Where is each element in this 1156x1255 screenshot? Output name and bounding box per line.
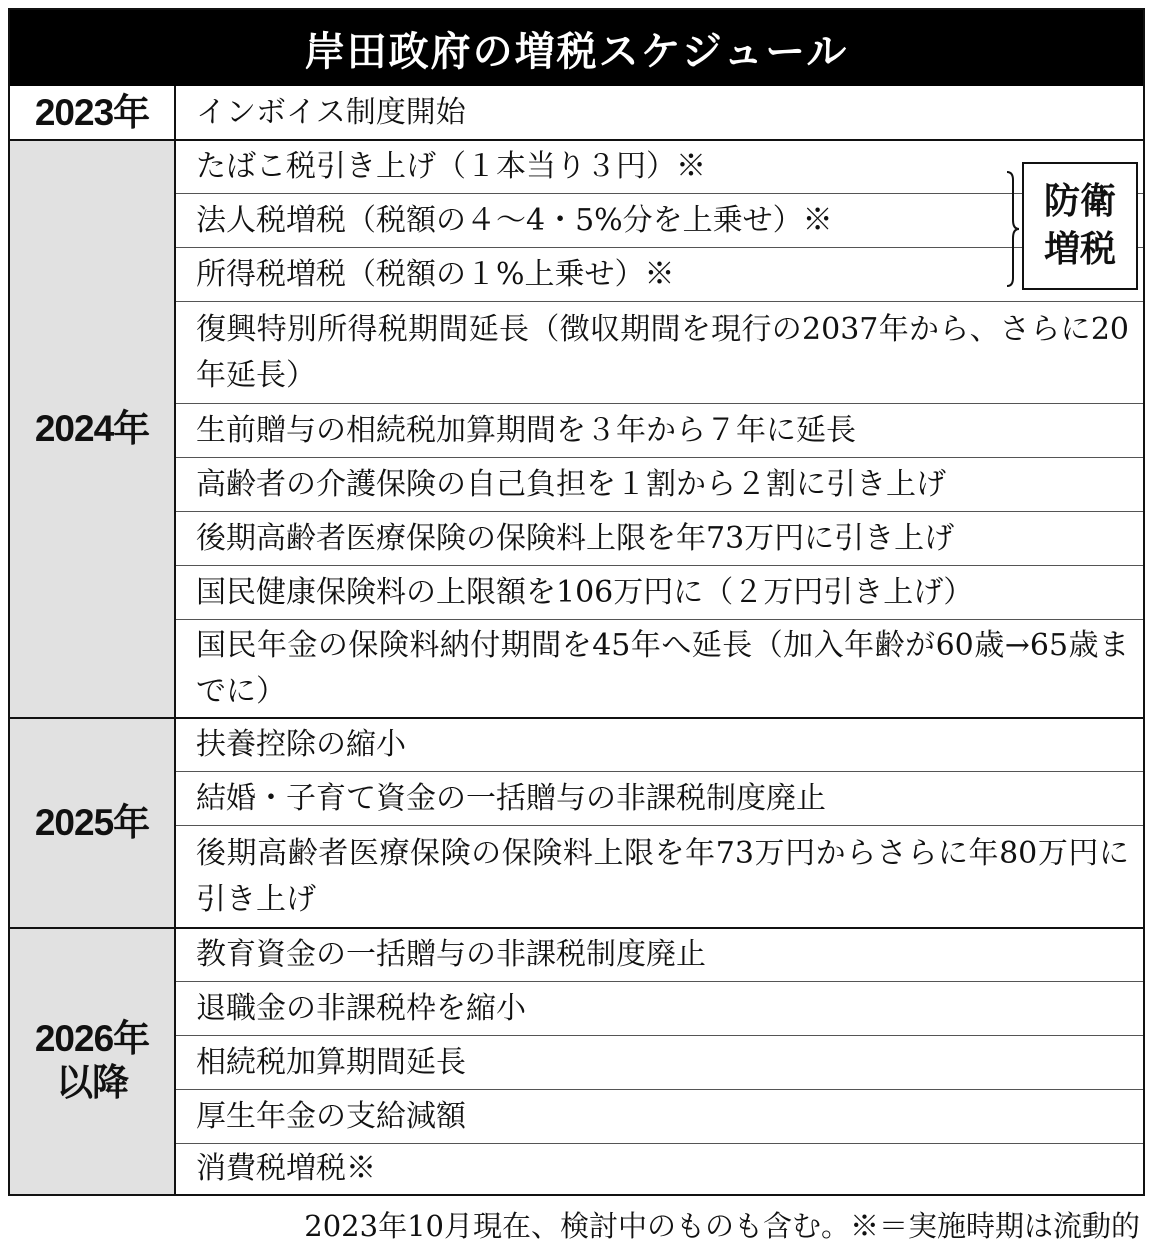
table-row (176, 248, 1143, 302)
year-label: 2023年 (34, 92, 150, 133)
item-text: 退職金の非課税枠を縮小 (196, 990, 526, 1026)
table-row (176, 1144, 1143, 1194)
table-row (176, 194, 1143, 248)
curly-brace-icon (1006, 170, 1020, 288)
table-row (176, 458, 1143, 512)
item-text: インボイス制度開始 (196, 95, 466, 130)
item-text: 法人税増税（税額の４〜4・5%分を上乗せ）※ (196, 202, 833, 238)
item-text: 後期高齢者医療保険の保険料上限を年73万円に引き上げ (196, 520, 955, 556)
year-cell-2025 (10, 718, 176, 928)
item-text: 復興特別所得税期間延長（徴収期間を現行の2037年から、さらに20年延長） (196, 311, 1129, 393)
table-row (176, 718, 1143, 772)
item-text: 消費税増税※ (196, 1151, 376, 1186)
table-row (176, 140, 1143, 194)
table-row (176, 772, 1143, 826)
item-text: 高齢者の介護保険の自己負担を１割から２割に引き上げ (196, 466, 946, 502)
table-row (176, 404, 1143, 458)
table-row (176, 86, 1143, 140)
year-cell-2023 (10, 86, 176, 140)
table-row (176, 512, 1143, 566)
table-row (176, 1036, 1143, 1090)
item-text: 生前贈与の相続税加算期間を３年から７年に延長 (196, 412, 856, 448)
table-row (176, 302, 1143, 404)
item-text: 後期高齢者医療保険の保険料上限を年73万円からさらに年80万円に引き上げ (196, 836, 1129, 917)
year-label: 2026年 以降 (34, 1018, 150, 1103)
item-text: たばこ税引き上げ（１本当り３円）※ (196, 148, 706, 184)
item-text: 所得税増税（税額の１%上乗せ）※ (196, 256, 675, 292)
tax-schedule-table (8, 8, 1145, 1196)
item-text: 扶養控除の縮小 (196, 726, 406, 762)
table-row (176, 928, 1143, 982)
defense-tax-label (1022, 162, 1138, 290)
item-text: 相続税加算期間延長 (196, 1044, 466, 1080)
table-row (176, 566, 1143, 620)
table-row (176, 1090, 1143, 1144)
item-text: 厚生年金の支給減額 (196, 1098, 466, 1134)
item-text: 教育資金の一括贈与の非課税制度廃止 (196, 936, 706, 972)
table-title: 岸田政府の増税スケジュール (10, 10, 1143, 86)
year-label: 2025年 (34, 802, 150, 843)
year-cell-2024 (10, 140, 176, 718)
item-text: 結婚・子育て資金の一括贈与の非課税制度廃止 (196, 780, 826, 816)
year-label: 2024年 (34, 408, 150, 449)
item-text: 国民年金の保険料納付期間を45年へ延長（加入年齢が60歳→65歳までに） (196, 628, 1129, 709)
table-row (176, 982, 1143, 1036)
year-cell-2026 (10, 928, 176, 1194)
footnote: 2023年10月現在、検討中のものも含む。※＝実施時期は流動的 (304, 1209, 1140, 1243)
defense-label-line1: 防衛 (1043, 181, 1116, 222)
table-row (176, 620, 1143, 718)
table-row (176, 826, 1143, 928)
defense-label-line2: 増税 (1043, 229, 1116, 270)
item-text: 国民健康保険料の上限額を106万円に（２万円引き上げ） (196, 574, 974, 610)
